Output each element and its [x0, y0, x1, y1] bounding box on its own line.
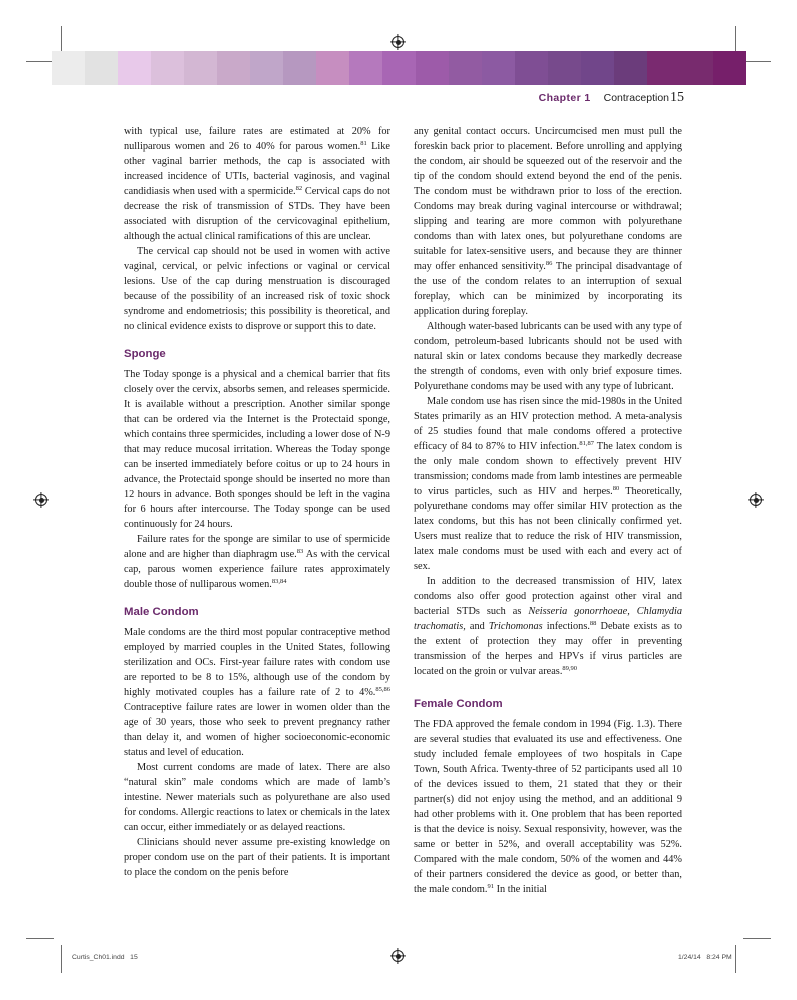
text-run: Although water-based lubricants can be used with any type of condom, petroleum-based lubricants should not be used with natural skin or latex condoms because they markedly decrease the strength of condoms, even with only brief exposure times. Polyurethane condoms may be used with any type of lubricant. — [414, 321, 682, 392]
citation-superscript: 81 — [360, 140, 367, 147]
text-run: The latex condom is the only male condom shown to effectively prevent HIV transmission; condoms made from lamb intestines are permeable to virus particles, such as HIV and herpes. — [414, 441, 682, 497]
citation-superscript: 86 — [545, 260, 553, 267]
color-swatch — [581, 51, 614, 85]
paragraph — [414, 124, 682, 319]
text-run: Failure rates for the sponge are similar to use of spermicide alone and are higher than diaphragm use. — [124, 534, 390, 560]
paragraph — [124, 532, 390, 592]
color-swatch — [349, 51, 382, 85]
chapter-label: Chapter 1 — [538, 92, 591, 104]
color-swatch — [316, 51, 349, 85]
text-run: Like other vaginal barrier methods, the cap is associated with increased incidence of UTIs, bacterial vaginosis, and vaginal candidiasis when used with a spermicide. — [124, 141, 390, 197]
timestamp: 1/24/14 8:24 PM — [678, 954, 732, 961]
citation-superscript: 81,87 — [579, 440, 594, 447]
citation-superscript: 88 — [589, 620, 597, 627]
text-run: The FDA approved the female condom in 1994 (Fig. 1.3). There are several studies that evaluated its use and effectiveness. One study included female employees of two hospitals in Cape Town, South Africa. Twenty-three of 52 participants used all 10 of the devices issued to them, 21 stated that they or their partner(s) did not enjoy using the method, and an additional 9 had other problems with it. One problem that has been reported is that the device is noisy. Sexual responsivity, however, was the same or better in 52%, and overall acceptability was 52%. Compared with the male condom, 50% of the women and 44% of their partners considered the device as good, or better than, the male condom. — [414, 719, 682, 895]
running-head — [539, 92, 683, 104]
color-swatch — [614, 51, 647, 85]
section-title: Contraception — [603, 92, 669, 104]
text-run: In addition to the decreased transmission of HIV, latex condoms also offer good protection against other viral and bacterial STDs such as — [414, 576, 682, 617]
crop-mark — [61, 945, 62, 973]
registration-mark-icon — [750, 494, 762, 506]
color-swatch — [250, 51, 283, 85]
text-run: As with the cervical cap, parous women experience failure rates approximately double those of nulliparous women. — [124, 549, 390, 590]
paragraph — [124, 124, 390, 244]
paragraph — [124, 367, 390, 532]
citation-superscript: 83 — [296, 548, 304, 555]
paragraph — [124, 625, 390, 760]
color-swatch — [217, 51, 250, 85]
citation-superscript: 80 — [612, 485, 620, 492]
text-run: Contraceptive failure rates are lower in women older than the age of 30 years, those who seek to prevent pregnancy rather than delay it, and women of higher socioeconomic-economic status and level of education. — [124, 702, 390, 758]
color-swatch — [151, 51, 184, 85]
text-run: The cervical cap should not be used in women with active vaginal, cervical, or pelvic infections or vaginal or cervical lesions. Use of the cap during menstruation is discouraged because of the possibility of an increased risk of toxic shock syndrome and endometriosis; this possibility is theoretical, and no clinical evidence exists to disprove or support this to date. — [124, 246, 390, 332]
italic-text: Trichomonas — [488, 621, 543, 632]
text-run: Cervical caps do not decrease the risk of transmission of STDs. They have been associated with disruption of the cervicovaginal epithelium, although the actual clinical ramifications of this are unclear. — [124, 186, 390, 242]
paragraph — [414, 717, 682, 897]
text-run: Theoretically, polyurethane condoms may offer similar HIV protection as the latex condoms, but this has not been clinically confirmed yet. Users must realize that to reduce the risk of HIV transmission, latex male condoms must be used with each and every act of sex. — [414, 486, 682, 572]
paragraph — [124, 835, 390, 880]
color-swatch — [283, 51, 316, 85]
text-run: Most current condoms are made of latex. There are also “natural skin” male condoms which are made of lamb’s intestine. Newer materials such as polyurethane are also used for condoms. Allergic reactions to latex or chemicals in the latex can occur, either immediately or as delayed reactions. — [124, 762, 391, 833]
crop-mark — [26, 61, 54, 62]
left-column — [124, 124, 390, 880]
color-bar — [52, 51, 746, 85]
text-run: The Today sponge is a physical and a chemical barrier that fits closely over the cervix, absorbs semen, and releases spermicide. It is available without a prescription. Another similar sponge that can be ordered via the Internet is the Protectaid sponge, which contains three spermicides, including a lower dose of N-9 that may reduce mucosal irritation. Whereas the Today sponge can be inserted immediately before coitus or up to 24 hours in advance, the Protectaid sponge should be inserted no more than 12 hours in advance. Both sponges should be left in the vagina for 6 hours after intercourse. The Today sponge can be used continuously for 24 hours. — [124, 369, 390, 530]
text-run: any genital contact occurs. Uncircumcised men must pull the foreskin back prior to placement. Before unrolling and applying the condom, air should be squeezed out of the reservoir and the tip of the condom should extend beyond the end of the penis. The condom must be withdrawn prior to loss of the erection. Condoms may break during vaginal intercourse or withdrawal; slipping and tearing are more common with polyurethane condoms than with latex ones, but polyurethane condoms are suitable for latex-sensitive users, and because they are thinner may offer enhanced sensitivity. — [414, 126, 682, 272]
text-run: Debate exists as to the extent of protection they may offer in preventing transmission of the herpes and HPVs if virus particles are located on the groin or vulvar areas. — [414, 621, 682, 677]
paragraph — [414, 319, 682, 394]
text-run: In the initial — [494, 884, 547, 895]
color-swatch — [184, 51, 217, 85]
section-heading: Male Condom — [124, 606, 199, 618]
citation-superscript: 85,86 — [375, 686, 390, 693]
crop-mark — [26, 938, 54, 939]
citation-superscript: 83,84 — [271, 578, 287, 585]
color-swatch — [647, 51, 680, 85]
color-swatch — [713, 51, 746, 85]
paragraph — [414, 574, 682, 679]
crop-mark — [735, 26, 736, 54]
citation-superscript: 91 — [487, 883, 494, 890]
color-swatch — [118, 51, 151, 85]
citation-superscript: 89,90 — [562, 665, 578, 672]
registration-mark-icon — [392, 950, 404, 962]
color-swatch — [382, 51, 415, 85]
color-swatch — [482, 51, 515, 85]
color-swatch — [52, 51, 85, 85]
text-run: and — [465, 621, 489, 632]
paragraph — [414, 394, 682, 574]
section-heading: Sponge — [124, 348, 166, 360]
right-column — [414, 124, 682, 897]
registration-mark-icon — [35, 494, 47, 506]
color-swatch — [548, 51, 581, 85]
crop-mark — [743, 61, 771, 62]
citation-superscript: 82 — [295, 185, 303, 192]
section-heading: Female Condom — [414, 698, 503, 710]
registration-mark-icon — [392, 36, 404, 48]
color-swatch — [85, 51, 118, 85]
page-number: 15 — [670, 90, 684, 105]
text-run: Male condoms are the third most popular contraceptive method employed by married couples in the United States, following sterilization and OCs. First-year failure rates with condom use are reported to be 8 to 15%, although use of the condom by highly motivated couples has a failure rate of 2 to 4%. — [124, 627, 390, 698]
italic-text: Neisseria gonorrhoeae, Chlamydia trachomatis, — [414, 606, 682, 632]
text-run: Male condom use has risen since the mid-1980s in the United States primarily as an HIV protection method. A meta-analysis of 25 studies found that male condoms offered a protective efficacy of 84 to 87% to HIV infection. — [414, 396, 682, 452]
text-run: The principal disadvantage of the use of the condom relates to an interruption of sexual foreplay, which can be minimized by incorporating its application during foreplay. — [414, 261, 682, 317]
paragraph — [124, 244, 390, 334]
text-run: infections. — [542, 621, 590, 632]
color-swatch — [680, 51, 713, 85]
text-run: with typical use, failure rates are estimated at 20% for nulliparous women and 26 to 40% for parous women. — [124, 126, 390, 152]
text-run: Clinicians should never assume pre-existing knowledge on proper condom use on the part of their patients. It is important to place the condom on the penis before — [124, 837, 390, 878]
paragraph — [124, 760, 390, 835]
color-swatch — [515, 51, 548, 85]
color-swatch — [416, 51, 449, 85]
file-slug: Curtis_Ch01.indd 15 — [72, 954, 138, 961]
crop-mark — [61, 26, 62, 54]
color-swatch — [449, 51, 482, 85]
crop-mark — [735, 945, 736, 973]
crop-mark — [743, 938, 771, 939]
